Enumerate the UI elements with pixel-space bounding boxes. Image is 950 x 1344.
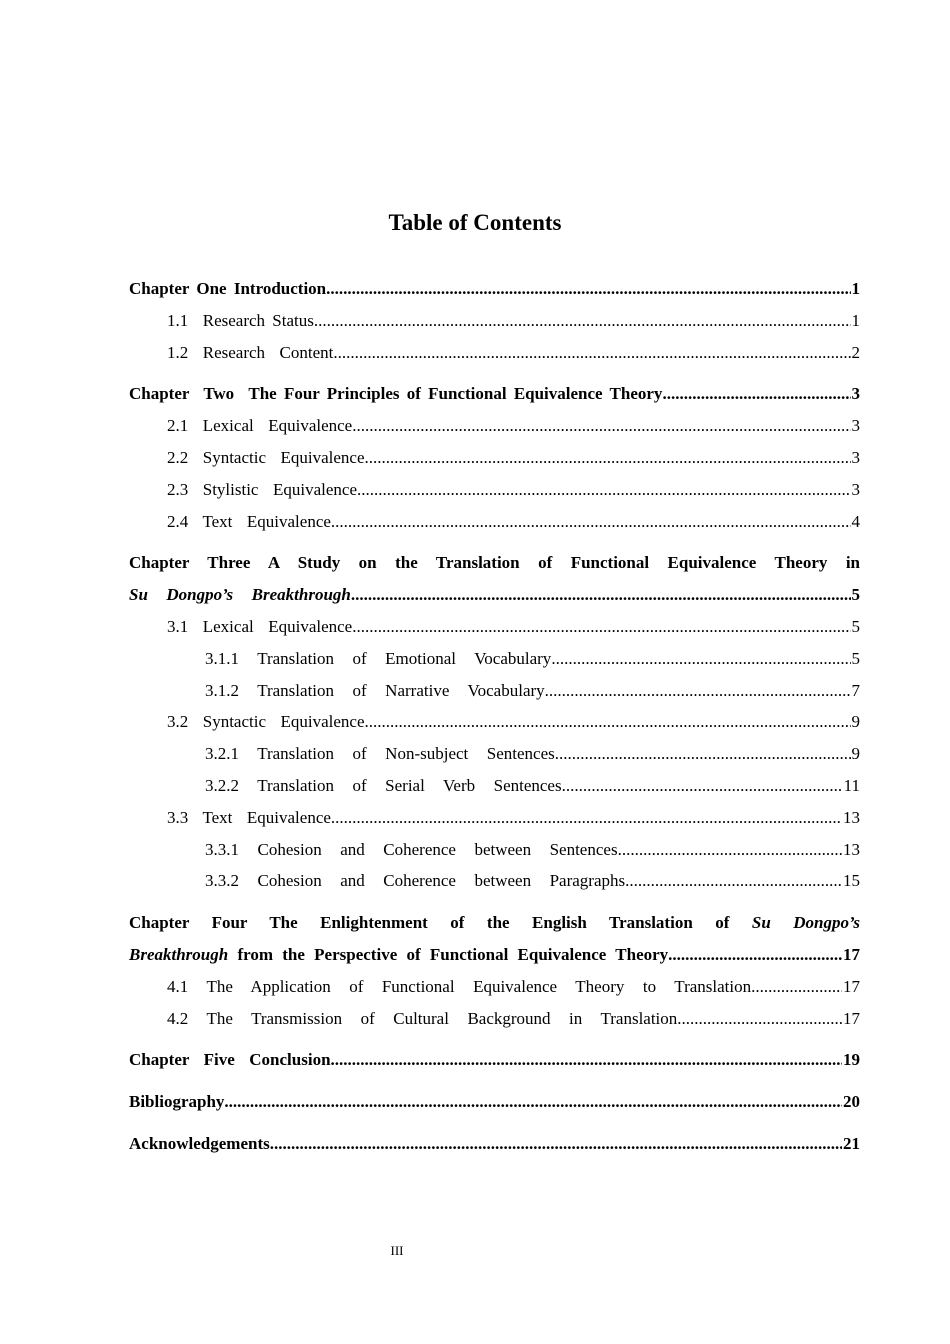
page-number-footer: III [390, 1243, 404, 1258]
leader-dots [270, 1128, 842, 1160]
toc-entry-3-1-2[interactable] [129, 675, 860, 707]
toc-entry-2-1[interactable] [129, 410, 860, 442]
leader-dots [677, 1003, 842, 1035]
leader-dots [314, 305, 851, 337]
leader-dots [625, 865, 842, 897]
toc-entry-label: 4.2 The Transmission of Cultural Background in Translation [167, 1008, 678, 1028]
toc-entry-label: 3.1 Lexical Equivalence [167, 616, 353, 636]
toc-entry-2-4[interactable] [129, 506, 860, 538]
toc-entry-label: 3.1.2 Translation of Narrative Vocabulary [205, 680, 545, 700]
toc-entry-chapter-two[interactable] [129, 378, 860, 410]
leader-dots [351, 579, 851, 611]
toc-entry-label: 3.3.1 Cohesion and Coherence between Sentences [205, 839, 618, 859]
leader-dots [751, 971, 842, 1003]
leader-dots [365, 442, 851, 474]
toc-entry-page: 4 [851, 511, 860, 531]
toc-entry-label: Chapter Five Conclusion [129, 1050, 331, 1070]
leader-dots [331, 506, 851, 538]
toc-entry-label: 3.1.1 Translation of Emotional Vocabulary [205, 648, 552, 668]
toc-entry-3-3[interactable] [129, 802, 860, 834]
leader-dots [545, 675, 851, 707]
toc-entry-page: 20 [843, 1092, 860, 1112]
toc-entry-label: 1.1 Research Status [167, 310, 314, 330]
leader-dots [618, 834, 842, 866]
leader-dots [352, 611, 850, 643]
toc-entry-label: 2.3 Stylistic Equivalence [167, 479, 357, 499]
toc-entry-label: 1.2 Research Content [167, 342, 334, 362]
toc-entry-label: 3.2.1 Translation of Non-subject Sentences [205, 744, 555, 764]
toc-entry-label: 3.3 Text Equivalence [167, 807, 331, 827]
leader-dots [331, 1044, 842, 1076]
toc-entry-4-2[interactable] [129, 1003, 860, 1035]
toc-entry-page: 17 [843, 976, 860, 996]
toc-entry-page: 7 [851, 680, 860, 700]
toc-entry-label: 4.1 The Application of Functional Equivalence Theory to Translation [167, 976, 752, 996]
toc-entry-page: 9 [851, 712, 860, 732]
toc-entry-label: 2.4 Text Equivalence [167, 511, 331, 531]
toc-entry-chapter-three-line1[interactable] [129, 547, 860, 579]
leader-dots [555, 738, 851, 770]
leader-dots [352, 410, 850, 442]
toc-entry-label [129, 939, 668, 971]
leader-dots [662, 378, 850, 410]
toc-entry-page: 3 [851, 384, 860, 404]
toc-entry-label: Chapter Three A Study on the Translation of Functional Equivalence Theory in [129, 553, 860, 573]
leader-dots [668, 939, 842, 971]
leader-dots [326, 273, 850, 305]
toc-entry-label: 2.2 Syntactic Equivalence [167, 447, 365, 467]
toc-entry-3-2-2[interactable] [129, 770, 860, 802]
toc-entry-label [129, 907, 860, 939]
toc-entry-page: 5 [851, 648, 860, 668]
toc-title: Table of Contents [388, 210, 562, 235]
toc-entry-label: Chapter One Introduction [129, 279, 327, 298]
toc-entry-1-2[interactable] [129, 337, 860, 369]
leader-dots [365, 706, 851, 738]
toc-entry-label: 3.2 Syntactic Equivalence [167, 712, 365, 732]
toc-entry-2-3[interactable] [129, 474, 860, 506]
toc-entry-3-1-1[interactable] [129, 643, 860, 675]
toc-entry-page: 3 [851, 479, 860, 499]
toc-entry-page: 9 [851, 744, 860, 764]
toc-entry-page: 15 [843, 871, 860, 891]
toc-entry-label-italic: Su Dongpo’s Breakthrough [129, 585, 351, 605]
leader-dots [562, 770, 843, 802]
toc-entry-label: Chapter Two The Four Principles of Functional Equivalence Theory [129, 384, 663, 404]
table-of-contents [129, 273, 860, 1160]
toc-entry-1-1[interactable] [129, 305, 860, 337]
toc-entry-page: 1 [851, 279, 860, 298]
toc-entry-page: 13 [843, 839, 860, 859]
toc-entry-label-part: Chapter Four The Enlightenment of the English Translation of [129, 913, 730, 933]
leader-dots [551, 643, 850, 675]
toc-entry-label: 3.2.2 Translation of Serial Verb Sentences [205, 775, 562, 795]
toc-entry-3-2[interactable] [129, 706, 860, 738]
toc-entry-acknowledgements[interactable] [129, 1128, 860, 1160]
toc-entry-4-1[interactable] [129, 971, 860, 1003]
toc-entry-label: 2.1 Lexical Equivalence [167, 416, 353, 436]
leader-dots [331, 802, 842, 834]
leader-dots [357, 474, 851, 506]
toc-entry-page: 1 [851, 310, 860, 330]
toc-entry-bibliography[interactable] [129, 1086, 860, 1118]
toc-entry-chapter-four-line1[interactable] [129, 907, 860, 939]
toc-entry-page: 11 [843, 775, 860, 795]
toc-entry-3-1[interactable] [129, 611, 860, 643]
toc-entry-2-2[interactable] [129, 442, 860, 474]
toc-entry-chapter-three-line2[interactable] [129, 579, 860, 611]
toc-entry-page: 2 [851, 342, 860, 362]
toc-entry-label: 3.3.2 Cohesion and Coherence between Paragraphs [205, 871, 626, 891]
toc-entry-label-italic: Su Dongpo’s [751, 913, 860, 933]
toc-entry-page: 13 [843, 807, 860, 827]
toc-entry-3-3-1[interactable] [129, 834, 860, 866]
leader-dots [224, 1086, 842, 1118]
toc-entry-page: 3 [851, 447, 860, 467]
toc-entry-page: 5 [851, 585, 860, 605]
toc-entry-page: 17 [843, 1008, 860, 1028]
toc-entry-page: 17 [843, 944, 860, 964]
leader-dots [333, 337, 850, 369]
toc-entry-page: 3 [851, 416, 860, 436]
toc-entry-label-part: from the Perspective of Functional Equivalence Theory [228, 944, 669, 964]
toc-entry-chapter-five[interactable] [129, 1044, 860, 1076]
toc-entry-label: Acknowledgements [129, 1133, 270, 1153]
toc-entry-page: 21 [843, 1133, 860, 1153]
toc-entry-label: Bibliography [129, 1092, 225, 1112]
toc-entry-3-3-2[interactable] [129, 865, 860, 897]
toc-entry-chapter-one[interactable] [129, 273, 860, 305]
toc-entry-3-2-1[interactable] [129, 738, 860, 770]
toc-entry-label-italic: Breakthrough [129, 944, 229, 964]
toc-entry-page: 19 [843, 1050, 860, 1070]
toc-entry-page: 5 [851, 616, 860, 636]
toc-entry-chapter-four-line2[interactable] [129, 939, 860, 971]
